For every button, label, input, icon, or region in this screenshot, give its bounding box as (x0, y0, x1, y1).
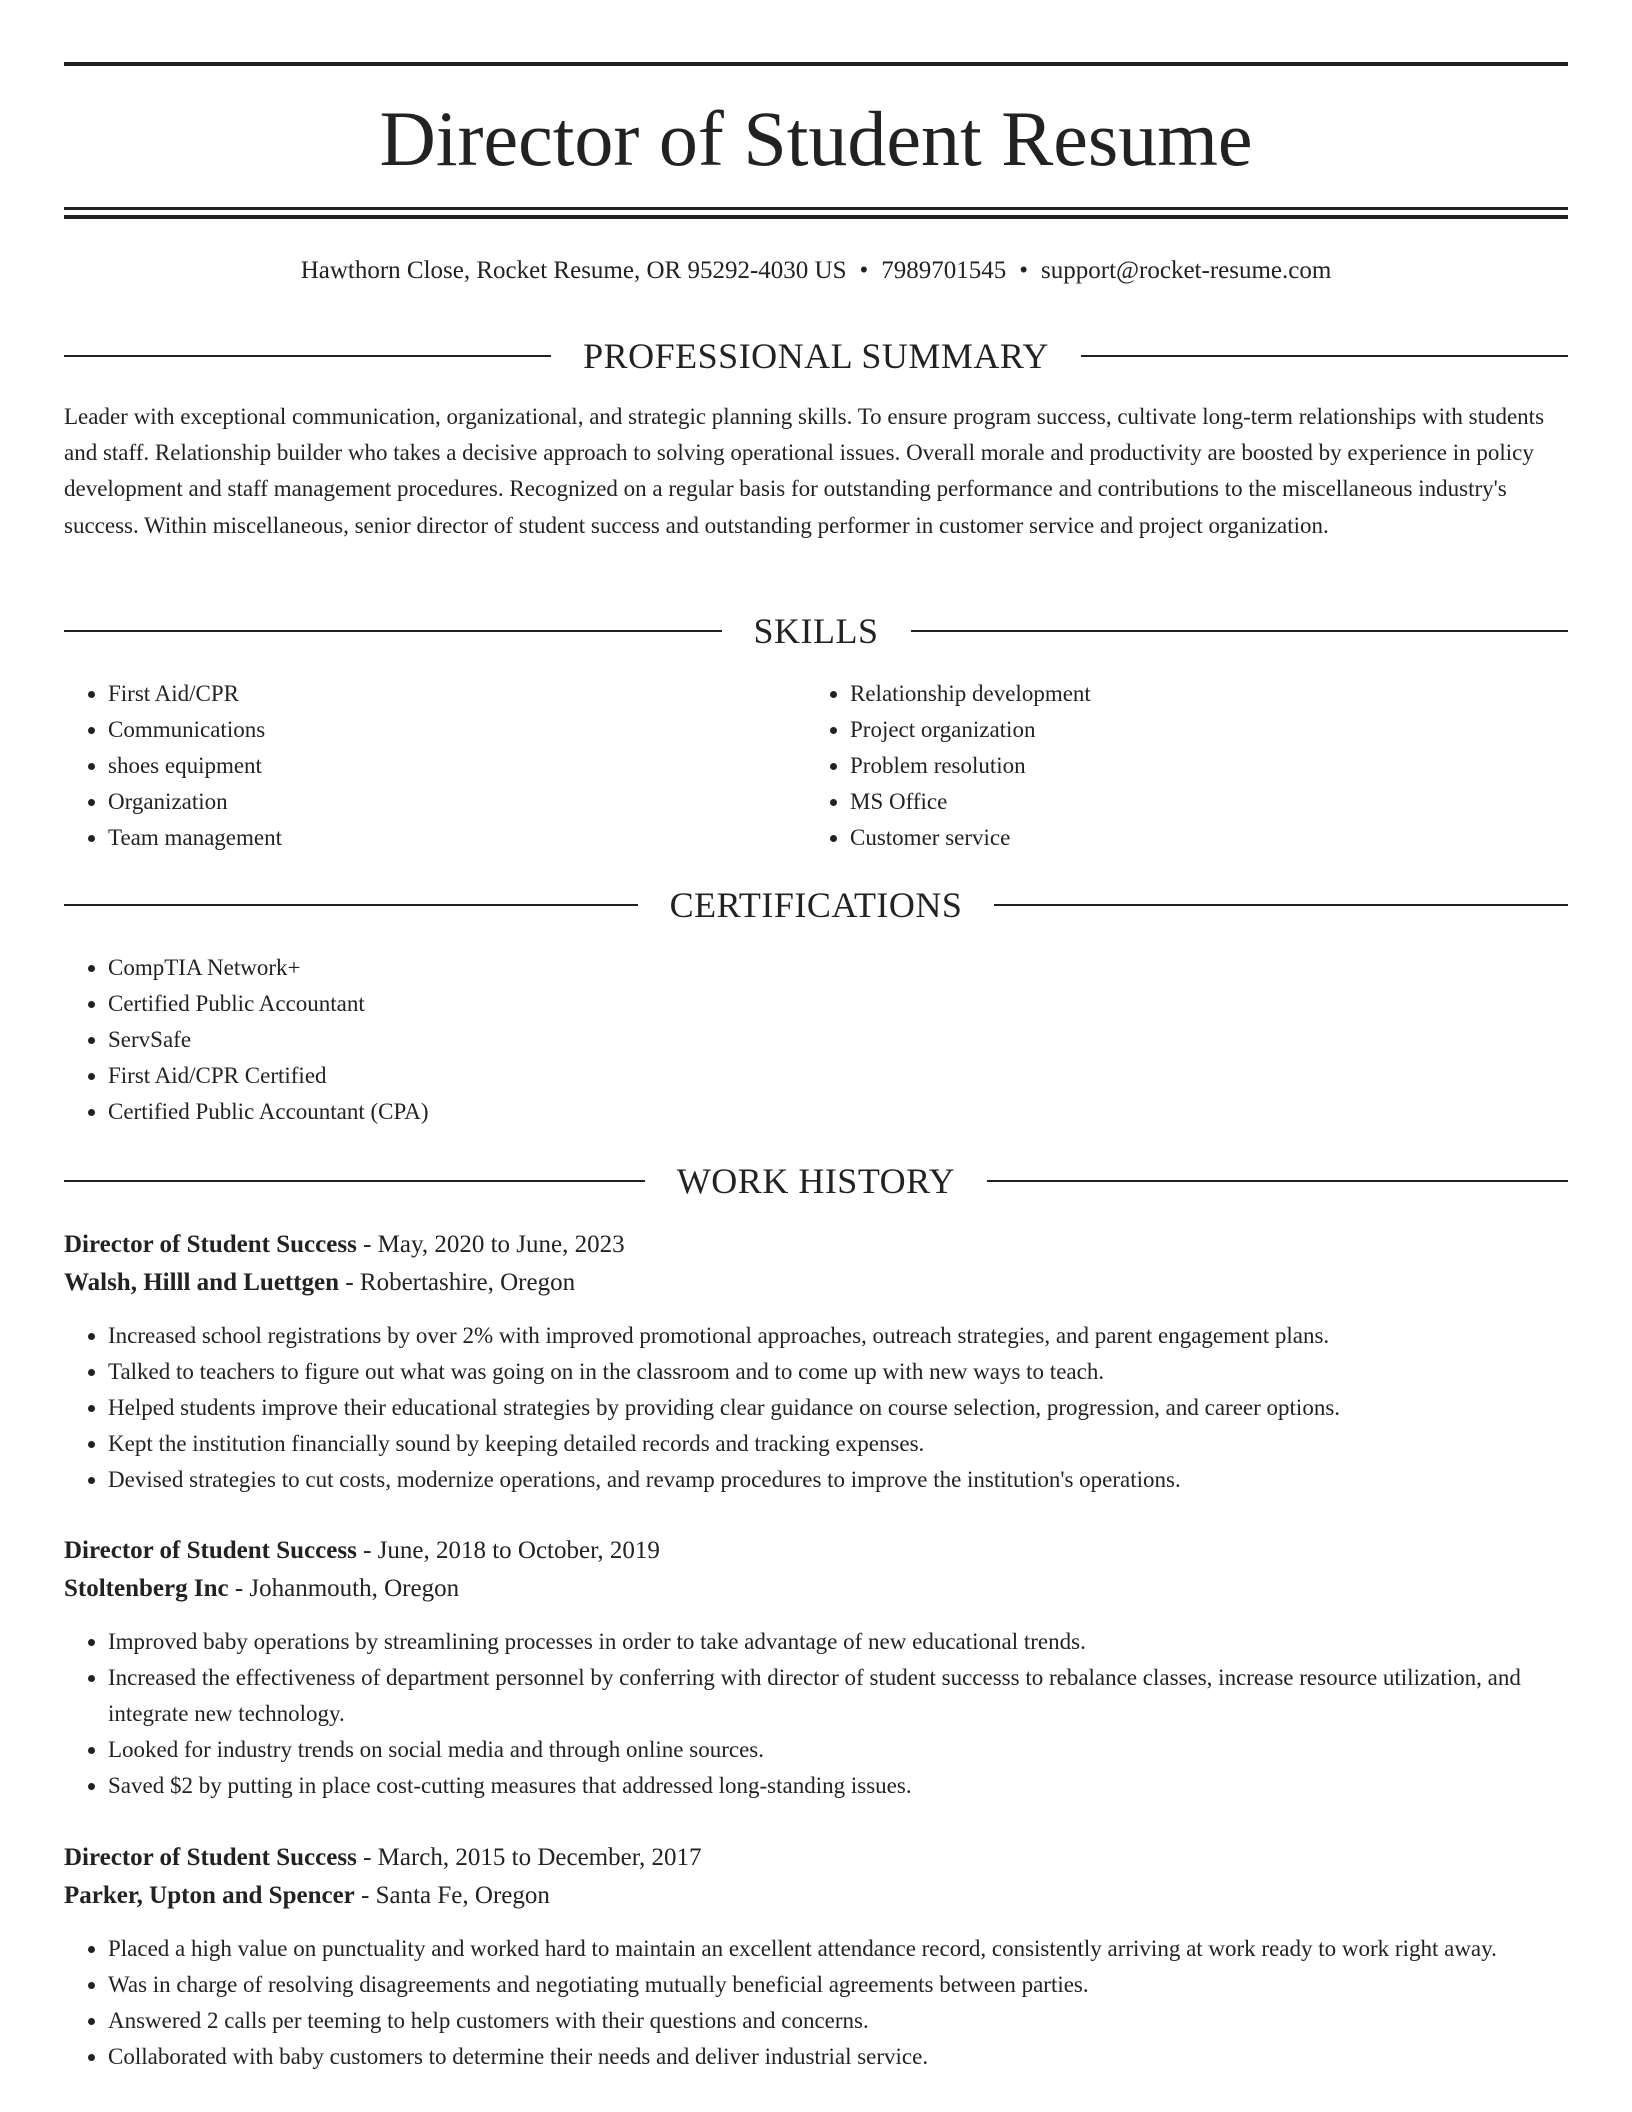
job-company: Parker, Upton and Spencer (64, 1882, 355, 1909)
heading-rule-left (64, 630, 722, 632)
skill-item: • MS Office (850, 784, 1506, 820)
skill-item: • Communications (108, 712, 764, 748)
skills-list-left (64, 676, 764, 856)
heading-rule-left (64, 355, 551, 357)
skill-item: • Project organization (850, 712, 1506, 748)
certifications-list (64, 950, 1568, 1130)
skill-item: • Team management (108, 820, 764, 856)
heading-rule-right (1081, 355, 1568, 357)
job-company: Stoltenberg Inc (64, 1575, 229, 1602)
job-bullet: • Increased school registrations by over 2% with improved promotional approaches, outreach strategies, and parent engagement plans. (108, 1318, 1568, 1354)
job-entry (64, 1532, 1568, 1804)
job-bullet: • Increased the effectiveness of department personnel by conferring with director of student successs to rebalance classes, increase resource utilization, and integrate new technology. (108, 1660, 1568, 1732)
header-double-rule-upper (64, 207, 1568, 210)
job-company-line: Stoltenberg Inc - Johanmouth, Oregon (64, 1575, 460, 1602)
job-bullet: • Placed a high value on punctuality and worked hard to maintain an excellent attendance record, consistently arriving at work ready to work right away. (108, 1931, 1568, 1967)
resume-title: Director of Student Resume (379, 95, 1253, 182)
job-bullet: • Answered 2 calls per teeming to help customers with their questions and concerns. (108, 2003, 1568, 2039)
job-location: Robertashire, Oregon (359, 1269, 576, 1296)
skills-list-right (806, 676, 1506, 856)
job-bullets (64, 1624, 1568, 1804)
job-title-line: Director of Student Success - May, 2020 to June, 2023 (64, 1231, 625, 1258)
job-bullet: • Was in charge of resolving disagreements and negotiating mutually beneficial agreements between parties. (108, 1967, 1568, 2003)
job-entry (64, 1839, 1568, 2075)
job-location: Johanmouth, Oregon (249, 1575, 460, 1602)
section-heading-skills (64, 609, 1568, 653)
job-bullet: • Devised strategies to cut costs, modernize operations, and revamp procedures to improve the institution's operations. (108, 1462, 1568, 1498)
heading-rule-left (64, 904, 638, 906)
heading-rule-right (994, 904, 1568, 906)
certification-item: • ServSafe (108, 1022, 1568, 1058)
header-double-rule-lower (64, 215, 1568, 219)
certification-item: • CompTIA Network+ (108, 950, 1568, 986)
job-bullet: • Kept the institution financially sound by keeping detailed records and tracking expenses. (108, 1426, 1568, 1462)
contact-phone: 7989701545 (881, 257, 1007, 284)
job-bullet: • Collaborated with baby customers to determine their needs and deliver industrial service. (108, 2039, 1568, 2075)
job-company-line: Walsh, Hilll and Luettgen - Robertashire, Oregon (64, 1269, 576, 1296)
contact-separator: • (1019, 257, 1029, 284)
skill-item: • shoes equipment (108, 748, 764, 784)
heading-rule-left (64, 1180, 645, 1182)
certification-item: • Certified Public Accountant (CPA) (108, 1094, 1568, 1130)
summary-text: Leader with exceptional communication, organizational, and strategic planning skills. To ensure program success, cultivate long-term relationships with students and staff. Relationship builder who takes a decisive approach to solving operational issues. Overall morale and productivity are boosted by experience in policy development and staff management procedures. Recognized on a regular basis for outstanding performance and contributions to the miscellaneous industry's success. Within miscellaneous, senior director of student success and outstanding performer in customer service and project organization. (64, 404, 1545, 538)
section-heading-summary (64, 334, 1568, 378)
job-bullet: • Talked to teachers to figure out what was going on in the classroom and to come up with new ways to teach. (108, 1354, 1568, 1390)
certifications-block (64, 950, 1568, 1130)
job-location: Santa Fe, Oregon (375, 1882, 550, 1909)
job-bullets (64, 1318, 1568, 1498)
certification-item: • First Aid/CPR Certified (108, 1058, 1568, 1094)
job-title-line: Director of Student Success - March, 2015 to December, 2017 (64, 1844, 702, 1871)
section-title: WORK HISTORY (676, 1161, 956, 1201)
section-heading-work-history (64, 1159, 1568, 1203)
heading-rule-right (987, 1180, 1568, 1182)
job-entry (64, 1226, 1568, 1498)
heading-rule-right (911, 630, 1569, 632)
skill-item: • Problem resolution (850, 748, 1506, 784)
contact-line (64, 254, 1568, 288)
section-heading-certifications (64, 883, 1568, 927)
job-bullets (64, 1931, 1568, 2075)
job-title: Director of Student Success (64, 1231, 357, 1258)
skill-item: • Relationship development (850, 676, 1506, 712)
skill-item: • Customer service (850, 820, 1506, 856)
job-bullet: • Improved baby operations by streamlining processes in order to take advantage of new educational trends. (108, 1624, 1568, 1660)
skills-column-left (64, 676, 764, 856)
job-title: Director of Student Success (64, 1537, 357, 1564)
job-dates: March, 2015 to December, 2017 (377, 1844, 702, 1871)
skill-item: • Organization (108, 784, 764, 820)
job-dates: May, 2020 to June, 2023 (377, 1231, 625, 1258)
job-bullet: • Looked for industry trends on social media and through online sources. (108, 1732, 1568, 1768)
skill-item: • First Aid/CPR (108, 676, 764, 712)
contact-address: Hawthorn Close, Rocket Resume, OR 95292-4030 US (300, 257, 847, 284)
contact-email: support@rocket-resume.com (1041, 257, 1332, 284)
job-bullet: • Saved $2 by putting in place cost-cutting measures that addressed long-standing issues. (108, 1768, 1568, 1804)
job-title-line: Director of Student Success - June, 2018 to October, 2019 (64, 1537, 660, 1564)
contact-separator: • (859, 257, 869, 284)
section-title: CERTIFICATIONS (669, 885, 963, 925)
skills-column-right (806, 676, 1506, 856)
job-title: Director of Student Success (64, 1844, 357, 1871)
section-title: PROFESSIONAL SUMMARY (583, 336, 1049, 376)
job-company: Walsh, Hilll and Luettgen (64, 1269, 340, 1296)
job-dates: June, 2018 to October, 2019 (377, 1537, 660, 1564)
header-top-rule (64, 62, 1568, 66)
section-title: SKILLS (753, 611, 879, 651)
job-company-line: Parker, Upton and Spencer - Santa Fe, Oregon (64, 1882, 550, 1909)
job-bullet: • Helped students improve their educational strategies by providing clear guidance on course selection, progression, and career options. (108, 1390, 1568, 1426)
certification-item: • Certified Public Accountant (108, 986, 1568, 1022)
